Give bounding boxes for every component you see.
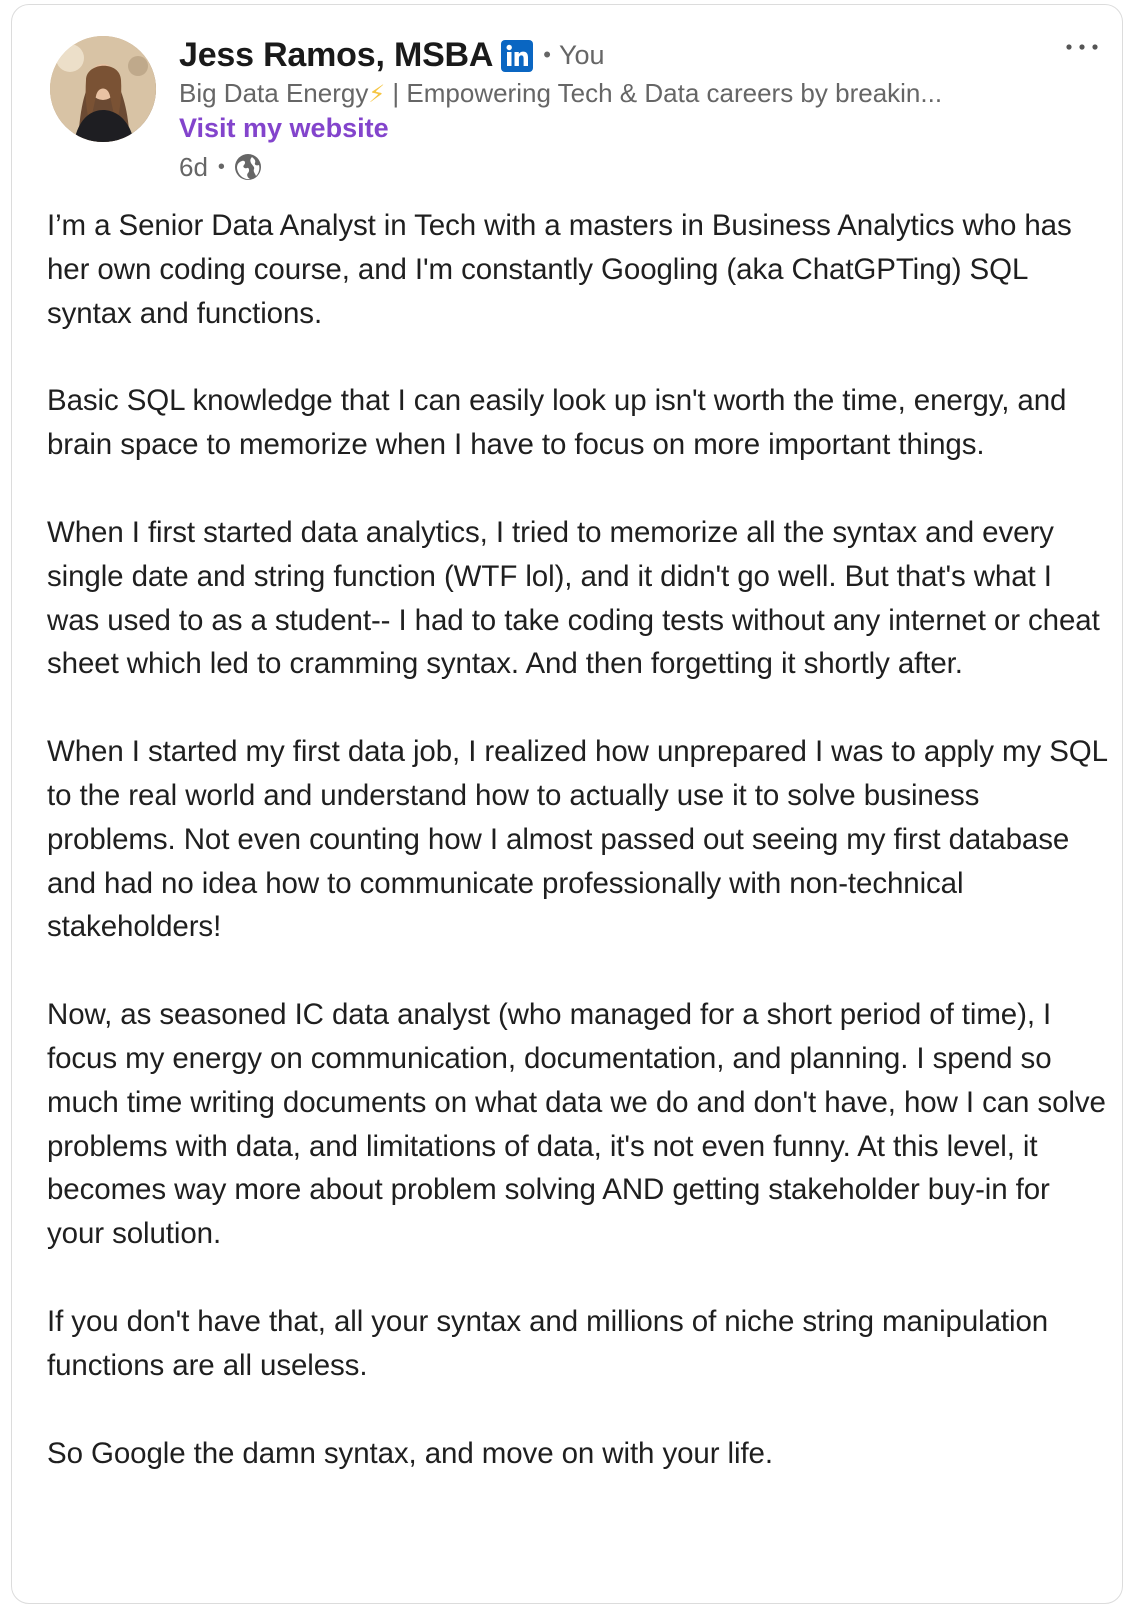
- author-avatar[interactable]: [50, 36, 156, 142]
- post-paragraph: When I first started data analytics, I tried to memorize all the syntax and every single date and string function (WTF lol), and it didn't go well. But that's what I was used to as a student-- I had to take coding tests without any internet or cheat sheet which led to cramming syntax. And then forgetting it shortly after.: [47, 515, 1100, 681]
- headline-prefix: Big Data Energy: [179, 78, 369, 108]
- author-name[interactable]: Jess Ramos, MSBA: [179, 35, 494, 74]
- more-options-button[interactable]: [1062, 30, 1102, 64]
- avatar-photo: [50, 36, 156, 142]
- post-age: 6d: [179, 151, 208, 182]
- post-paragraph: So Google the damn syntax, and move on with your life.: [47, 1436, 773, 1470]
- visit-website-link[interactable]: Visit my website: [179, 113, 389, 143]
- post-paragraph: I’m a Senior Data Analyst in Tech with a masters in Business Analytics who has her own coding course, and I'm constantly Googling (aka ChatGPTing) SQL syntax and functions.: [47, 209, 1072, 330]
- author-name-row: [179, 33, 605, 77]
- post-paragraph: Basic SQL knowledge that I can easily look up isn't worth the time, energy, and brain space to memorize when I have to focus on more important things.: [47, 384, 1067, 462]
- relation-label: You: [558, 39, 605, 70]
- headline-suffix: | Empowering Tech & Data careers by breakin...: [392, 78, 943, 108]
- linkedin-icon: [501, 40, 533, 72]
- ellipsis-icon: [1062, 30, 1102, 64]
- globe-icon: [233, 152, 263, 182]
- post-paragraph: Now, as seasoned IC data analyst (who managed for a short period of time), I focus my energy on communication, documentation, and planning. I spend so much time writing documents on what data we do and don't have, how I can solve problems with data, and limitations of data, it's not even funny. At this level, it becomes way more about problem solving AND getting stakeholder buy-in for your solution.: [47, 998, 1106, 1251]
- post-body: [47, 204, 1107, 1519]
- author-headline: [179, 78, 942, 109]
- lightning-icon: ⚡: [368, 81, 386, 108]
- post-paragraph: If you don't have that, all your syntax and millions of niche string manipulation functions are all useless.: [47, 1304, 1049, 1382]
- separator-dot: •: [217, 155, 225, 178]
- separator-dot: •: [543, 42, 551, 67]
- post-meta: [179, 150, 263, 184]
- post-paragraph: When I started my first data job, I realized how unprepared I was to apply my SQL to the real world and understand how to actually use it to solve business problems. Not even counting how I almost passed out seeing my first database and had no idea how to communicate professionally with non-technical stakeholders!: [47, 735, 1107, 944]
